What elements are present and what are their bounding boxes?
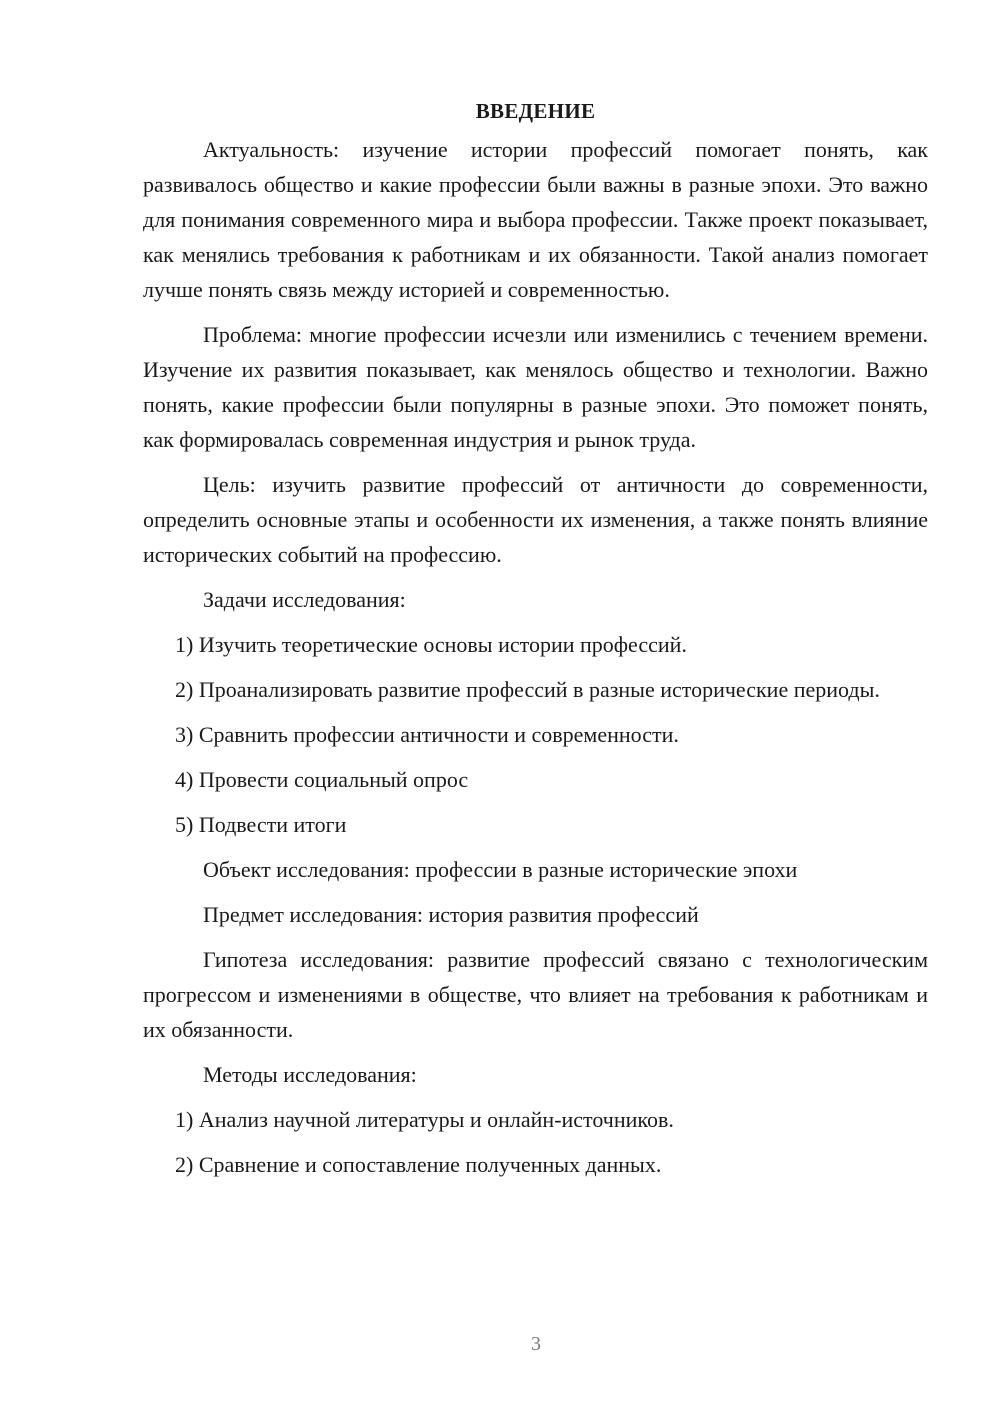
goal-paragraph: Цель: изучить развитие профессий от античности до современности, определить основные этапы и особенности их изменения, а также понять влияние исторических событий на профессию. <box>143 472 928 567</box>
task-item-5: 5) Подвести итоги <box>175 812 347 837</box>
problem-paragraph: Проблема: многие профессии исчезли или изменились с течением времени. Изучение их развития показывает, как менялось общество и технологии. Важно понять, какие профессии были популярны в разные эпохи. Это поможет понять, как формировалась современная индустрия и рынок труда. <box>143 322 928 452</box>
task-item-2: 2) Проанализировать развитие профессий в разные исторические периоды. <box>175 677 880 702</box>
method-item-2: 2) Сравнение и сопоставление полученных данных. <box>175 1152 662 1177</box>
task-item-4: 4) Провести социальный опрос <box>175 767 469 792</box>
page-title: ВВЕДЕНИЕ <box>475 99 596 123</box>
methods-label: Методы исследования: <box>203 1062 417 1087</box>
actuality-paragraph: Актуальность: изучение истории профессий помогает понять, как развивалось общество и какие профессии были важны в разные эпохи. Это важно для понимания современного мира и выбора профессии. Также проект показывает, как менялись требования к работникам и их обязанности. Такой анализ помогает лучше понять связь между историей и современностью. <box>143 137 928 302</box>
research-object: Объект исследования: профессии в разные исторические эпохи <box>203 857 798 882</box>
document-body <box>143 94 928 1192</box>
method-item-1: 1) Анализ научной литературы и онлайн-источников. <box>175 1107 674 1132</box>
task-item-3: 3) Сравнить профессии античности и современности. <box>175 722 679 747</box>
page-number: 3 <box>531 1333 541 1355</box>
hypothesis-paragraph: Гипотеза исследования: развитие профессий связано с технологическим прогрессом и изменениями в обществе, что влияет на требования к работникам и их обязанности. <box>143 947 928 1042</box>
research-subject: Предмет исследования: история развития профессий <box>203 902 699 927</box>
task-item-1: 1) Изучить теоретические основы истории профессий. <box>175 632 687 657</box>
tasks-label: Задачи исследования: <box>203 587 406 612</box>
